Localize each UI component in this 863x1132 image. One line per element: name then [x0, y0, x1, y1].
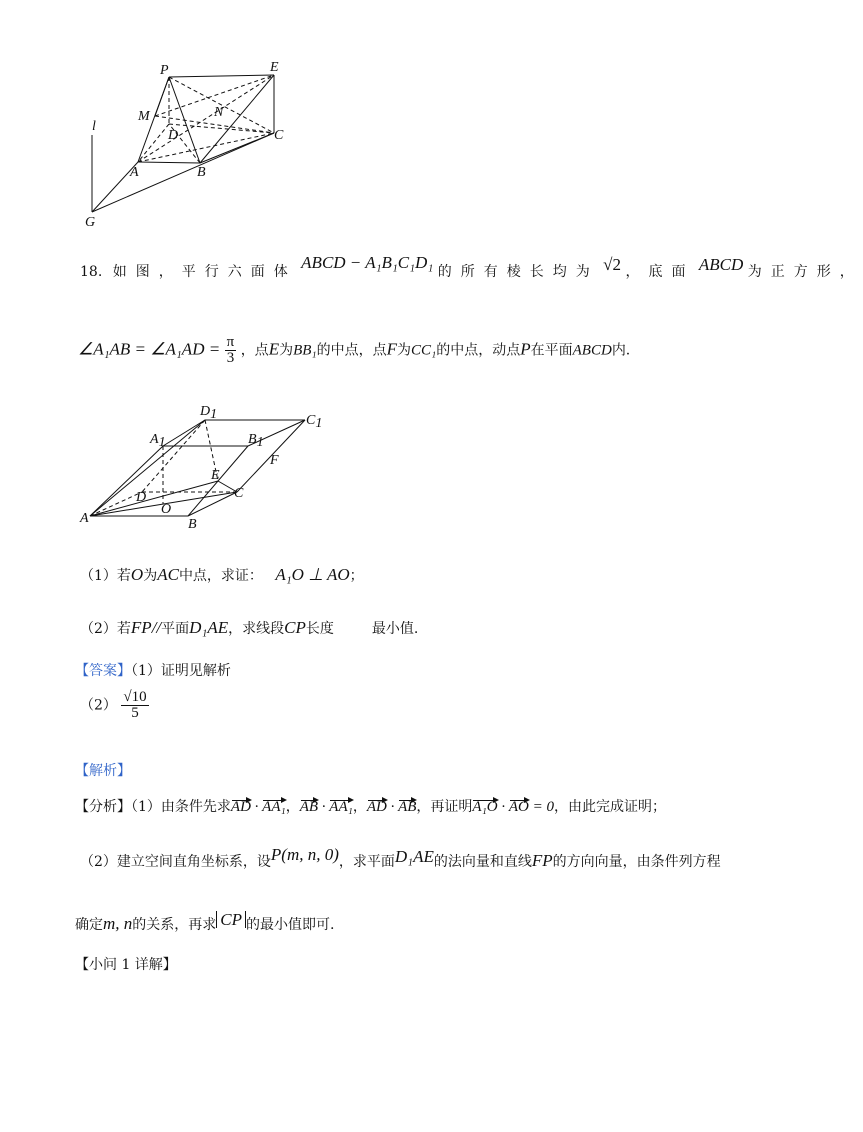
- solid-name: ABCD − A₁B₁C₁D₁: [301, 253, 434, 272]
- dot-product-2: AB · AA₁: [299, 799, 353, 815]
- f2-mid2: 的法向量和直线: [433, 854, 532, 870]
- q2-text-3: 长度: [305, 621, 334, 637]
- q1-end: ；: [349, 568, 364, 584]
- problem-intro-3: ，底面: [625, 264, 695, 280]
- figure-1-pyramid: [80, 60, 300, 235]
- problem-line-1: [80, 253, 863, 280]
- f-text-3: 的中点，动点: [436, 342, 521, 359]
- answer-2-fraction: [121, 690, 148, 721]
- f-text-2: 为: [397, 342, 412, 359]
- label-B: B: [197, 165, 206, 180]
- point-F: F: [386, 339, 398, 359]
- label-l: l: [92, 119, 96, 134]
- vec-AD: AD: [230, 799, 251, 815]
- f2-prefix: （2）建立空间直角坐标系，设: [80, 854, 271, 870]
- q1-segment-AC: AC: [157, 565, 179, 584]
- label-B: B: [188, 517, 197, 532]
- q2-plane: D₁AE: [189, 618, 229, 637]
- label-D: D: [168, 128, 179, 143]
- angle-fraction: [225, 335, 237, 366]
- f2-end: 的方向向量，由条件列方程: [552, 854, 721, 870]
- f1-end: ，由此完成证明；: [554, 799, 667, 815]
- label-A1: A1: [150, 432, 166, 450]
- q1-prefix: （1）若: [80, 568, 131, 584]
- q1-point-O: O: [130, 565, 144, 584]
- e-text-3: 的中点，点: [316, 342, 387, 359]
- vec-AB: AB: [299, 799, 319, 815]
- edge-length: √2: [603, 255, 621, 274]
- q2-segment-CP: CP: [284, 618, 306, 637]
- fenxi-tag: 【分析】: [75, 799, 131, 815]
- label-D: D: [136, 490, 147, 505]
- vec-AD-b: AD: [366, 799, 387, 815]
- q1-text-2: 中点，求证：: [178, 568, 263, 584]
- label-E: E: [211, 468, 220, 483]
- p-text-3: 内.: [611, 342, 631, 359]
- label-B1: B1: [248, 432, 264, 450]
- answer-line-1: [75, 664, 231, 678]
- subquestion-1-tag: 【小问 1 详解】: [75, 957, 177, 973]
- label-P: P: [160, 63, 169, 78]
- plane-ABCD: ABCD: [572, 342, 612, 359]
- analysis-tag: 【解析】: [75, 763, 131, 779]
- eq-zero: = 0: [532, 799, 555, 815]
- sep-1: ，: [285, 799, 300, 815]
- problem-number: 18.: [80, 264, 103, 280]
- f3-end: 的最小值即可.: [246, 917, 335, 933]
- point-E: E: [268, 339, 280, 359]
- segment-CC1: CC₁: [411, 342, 437, 359]
- q2-prefix: （2）若: [80, 621, 131, 637]
- problem-intro-2: 的所有棱长均为: [437, 264, 599, 280]
- sep-2: ，: [352, 799, 367, 815]
- point-P: P: [520, 339, 531, 359]
- label-N: N: [214, 105, 224, 120]
- point-P-coords: P(m, n, 0): [270, 845, 339, 864]
- problem-intro-4: 为正方形，: [747, 264, 863, 280]
- answer-line-2: [80, 690, 149, 721]
- e-text-2: 为: [279, 342, 294, 359]
- label-M: M: [138, 109, 150, 124]
- label-O: O: [161, 502, 172, 517]
- q1-text-1: 为: [143, 568, 158, 584]
- angle-condition: ∠A₁AB = ∠A₁AD =: [78, 339, 221, 359]
- answer-2-prefix: （2）: [80, 697, 117, 714]
- q2-end: 最小值.: [371, 621, 419, 637]
- q2-text-2: ，求线段: [228, 621, 285, 637]
- analysis-line-1: [75, 800, 666, 815]
- dot-product-1: AD · AA₁: [230, 799, 286, 815]
- answer-2-numerator: √10: [123, 689, 147, 705]
- p-text-2: 在平面: [530, 342, 573, 359]
- f2-line-FP: FP: [531, 851, 553, 870]
- q1-statement: A₁O ⊥ AO: [275, 565, 350, 584]
- dot-product-4: A₁O · AO = 0: [472, 799, 555, 815]
- label-C: C: [234, 486, 244, 501]
- vec-AB-b: AB: [398, 799, 417, 815]
- f3-prefix: 确定: [75, 917, 103, 933]
- analysis-line-3: [75, 910, 335, 933]
- vec-AA1: AA₁: [262, 799, 286, 815]
- e-text-1: ，点: [240, 342, 269, 359]
- angle-numerator: π: [226, 334, 235, 350]
- answer-2-denominator: 5: [131, 705, 139, 721]
- problem-line-2: [78, 335, 630, 366]
- label-D1: D1: [200, 404, 218, 422]
- segment-BB1: BB₁: [293, 342, 317, 359]
- f3-mid: 的关系，再求: [132, 917, 217, 933]
- label-C1: C1: [306, 413, 323, 431]
- analysis-line-2: [80, 845, 721, 870]
- dot-product-3: AD · AB: [366, 799, 417, 815]
- question-2: [80, 619, 418, 636]
- figure-2-parallelepiped: [80, 400, 340, 535]
- f3-mn: m, n: [103, 914, 133, 933]
- label-G: G: [85, 215, 96, 230]
- label-F: F: [270, 453, 279, 468]
- label-A: A: [130, 165, 139, 180]
- vec-A1O: A₁O: [472, 799, 498, 815]
- vec-AO: AO: [508, 799, 529, 815]
- angle-denominator: 3: [226, 350, 235, 366]
- f2-mid: ，求平面: [338, 854, 395, 870]
- label-A: A: [80, 511, 89, 526]
- label-C: C: [274, 128, 284, 143]
- f1-mid: ，再证明: [416, 799, 473, 815]
- answer-1: （1）证明见解析: [131, 663, 231, 679]
- problem-intro-1: 如图，平行六面体: [112, 264, 297, 280]
- label-E: E: [270, 60, 279, 75]
- vec-AA1-b: AA₁: [329, 799, 353, 815]
- base-name: ABCD: [698, 255, 744, 274]
- f1-prefix: （1）由条件先求: [131, 799, 231, 815]
- question-1: [80, 566, 364, 583]
- q2-text-1: 平面: [161, 621, 190, 637]
- f2-plane: D₁AE: [394, 847, 434, 866]
- answer-tag: 【答案】: [75, 663, 131, 679]
- f3-abs-CP: CP: [216, 911, 246, 928]
- q2-statement: FP//: [130, 618, 162, 637]
